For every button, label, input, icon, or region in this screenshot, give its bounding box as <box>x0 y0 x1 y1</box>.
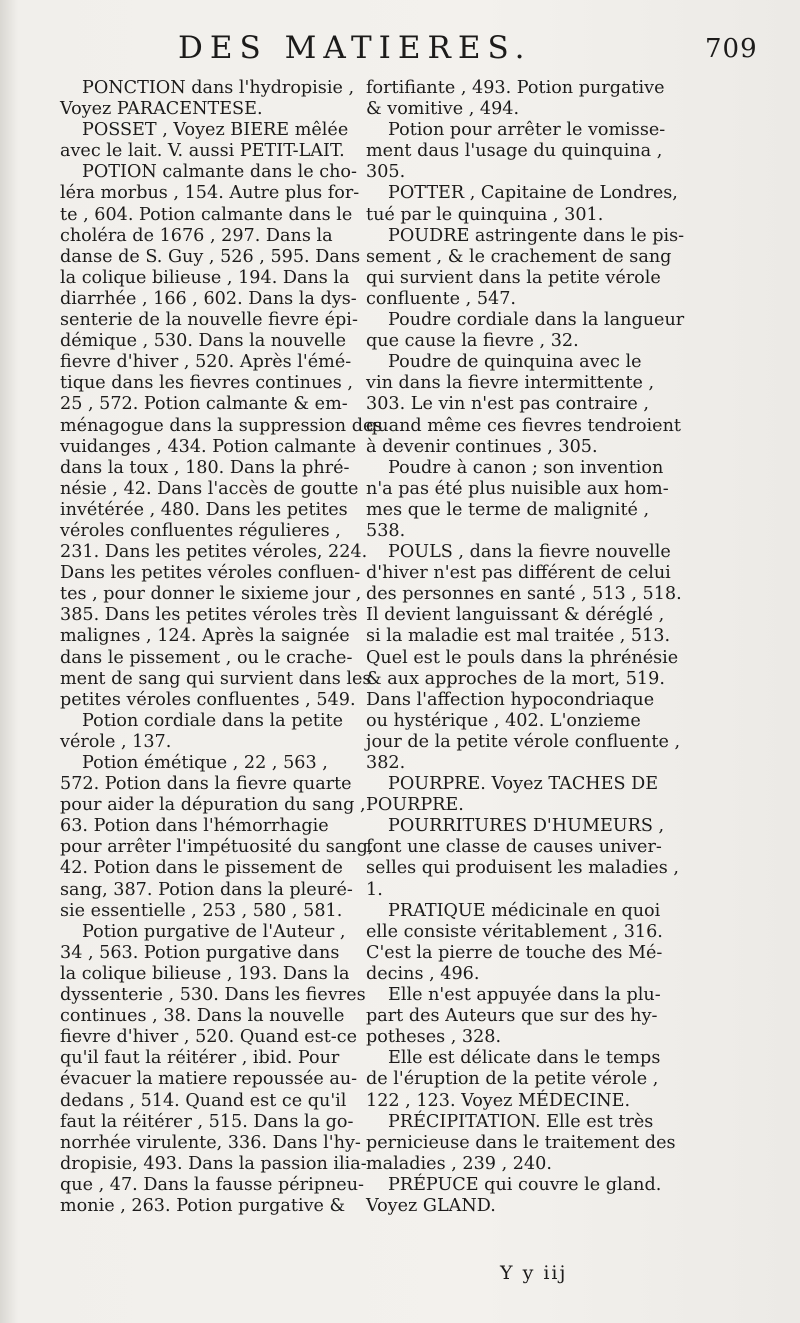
index-line: si la maladie est mal traitée , 513. <box>366 626 671 647</box>
index-line: PRÉCIPITATION. Elle est très <box>388 1111 654 1132</box>
index-line: Poudre à canon ; son invention <box>388 457 664 478</box>
index-line: des personnes en santé , 513 , 518. <box>366 584 682 605</box>
index-line: 63. Potion dans l'hémorrhagie <box>60 816 329 837</box>
index-line: 34 , 563. Potion purgative dans <box>60 942 340 963</box>
index-line: POURRITURES D'HUMEURS , <box>388 816 665 837</box>
index-line: Poudre de quinquina avec le <box>388 352 642 373</box>
index-line: Dans les petites véroles confluen- <box>60 563 361 584</box>
index-line: tué par le quinquina , 301. <box>366 204 604 225</box>
index-line: 305. <box>366 162 406 183</box>
index-line: fievre d'hiver , 520. Quand est-ce <box>60 1027 358 1048</box>
index-line: qu'il faut la réitérer , ibid. Pour <box>60 1048 340 1069</box>
left-index-column <box>60 78 383 1217</box>
index-line: POURPRE. <box>366 795 464 816</box>
index-line: choléra de 1676 , 297. Dans la <box>60 225 333 246</box>
index-line: POULS , dans la fievre nouvelle <box>388 542 671 563</box>
right-index-column <box>366 78 696 1217</box>
running-head: DES MATIERES. <box>178 30 532 66</box>
index-line: POUDRE astringente dans le pis- <box>388 225 685 246</box>
index-line: faut la réitérer , 515. Dans la go- <box>60 1111 354 1132</box>
index-line: Quel est le pouls dans la phrénésie <box>366 647 679 668</box>
index-line: 42. Potion dans le pissement de <box>60 858 343 879</box>
index-line: & vomitive , 494. <box>366 99 520 120</box>
index-line: qui survient dans la petite vérole <box>366 267 661 288</box>
index-line: decins , 496. <box>366 963 480 984</box>
index-line: ménagogue dans la suppression des <box>60 415 383 436</box>
index-line: Elle est délicate dans le temps <box>388 1048 661 1069</box>
index-line: te , 604. Potion calmante dans le <box>60 204 353 225</box>
index-line: Poudre cordiale dans la langueur <box>388 310 685 331</box>
index-line: Voyez PARACENTESE. <box>60 99 263 120</box>
index-line: invétérée , 480. Dans les petites <box>60 499 348 520</box>
index-line: POTTER , Capitaine de Londres, <box>388 183 678 204</box>
index-line: dedans , 514. Quand est ce qu'il <box>60 1090 347 1111</box>
index-line: norrhée virulente, 336. Dans l'hy- <box>60 1132 361 1153</box>
index-line: Elle n'est appuyée dans la plu- <box>388 985 661 1006</box>
index-line: sie essentielle , 253 , 580 , 581. <box>60 900 343 921</box>
index-line: de l'éruption de la petite vérole , <box>366 1069 659 1090</box>
index-line: 303. Le vin n'est pas contraire , <box>366 394 649 415</box>
index-line: la colique bilieuse , 194. Dans la <box>60 267 350 288</box>
index-line: PRÉPUCE qui couvre le gland. <box>388 1174 662 1195</box>
index-line: véroles confluentes régulieres , <box>60 520 341 541</box>
index-line: tique dans les fievres continues , <box>60 373 353 394</box>
index-line: POURPRE. Voyez TACHES DE <box>388 774 659 795</box>
index-line: confluente , 547. <box>366 288 517 309</box>
index-line: Potion cordiale dans la petite <box>82 710 344 731</box>
index-line: elle consiste véritablement , 316. <box>366 921 663 942</box>
signature-mark: Y y iij <box>500 1262 568 1284</box>
index-line: léra morbus , 154. Autre plus for- <box>60 183 360 204</box>
index-line: pour aider la dépuration du sang , <box>60 795 366 816</box>
index-line: n'a pas été plus nuisible aux hom- <box>366 478 669 499</box>
index-line: 385. Dans les petites véroles très <box>60 605 358 626</box>
index-line: nésie , 42. Dans l'accès de goutte <box>60 478 359 499</box>
index-line: POTION calmante dans le cho- <box>82 162 357 183</box>
index-line: selles qui produisent les maladies , <box>366 858 679 879</box>
index-line: PRATIQUE médicinale en quoi <box>388 900 661 921</box>
index-line: ou hystérique , 402. L'onzieme <box>366 710 641 731</box>
index-line: Dans l'affection hypocondriaque <box>366 689 655 710</box>
index-line: 122 , 123. Voyez MÉDECINE. <box>366 1090 631 1111</box>
index-line: sement , & le crachement de sang <box>366 246 672 267</box>
index-line: malignes , 124. Après la saignée <box>60 626 350 647</box>
index-line: d'hiver n'est pas différent de celui <box>366 563 671 584</box>
index-line: dans le pissement , ou le crache- <box>60 647 353 668</box>
index-line: 382. <box>366 753 406 773</box>
index-line: quand même ces fievres tendroient <box>366 415 681 436</box>
index-line: démique , 530. Dans la nouvelle <box>60 331 347 352</box>
index-line: PONCTION dans l'hydropisie , <box>82 78 355 98</box>
page-number: 709 <box>705 34 758 64</box>
index-line: avec le lait. V. aussi PETIT-LAIT. <box>60 141 345 162</box>
index-line: sang, 387. Potion dans la pleuré- <box>60 879 353 900</box>
index-line: vuidanges , 434. Potion calmante <box>60 436 357 457</box>
index-line: vérole , 137. <box>60 731 172 752</box>
index-line: Potion émétique , 22 , 563 , <box>82 753 328 773</box>
index-line: 25 , 572. Potion calmante & em- <box>60 394 348 415</box>
index-line: & aux approches de la mort, 519. <box>366 668 665 689</box>
index-line: 1. <box>366 879 383 900</box>
index-line: évacuer la matiere repoussée au- <box>60 1069 358 1090</box>
index-line: Potion pour arrêter le vomisse- <box>388 120 666 141</box>
index-line: la colique bilieuse , 193. Dans la <box>60 963 350 984</box>
index-line: potheses , 328. <box>366 1027 502 1048</box>
index-line: maladies , 239 , 240. <box>366 1153 552 1174</box>
index-line: jour de la petite vérole confluente , <box>366 731 681 752</box>
index-line: ment de sang qui survient dans les <box>60 668 372 689</box>
index-line: que , 47. Dans la fausse péripneu- <box>60 1174 364 1195</box>
index-line: monie , 263. Potion purgative & <box>60 1195 346 1216</box>
index-line: fortifiante , 493. Potion purgative <box>366 78 665 98</box>
index-line: dyssenterie , 530. Dans les fievres <box>60 985 366 1006</box>
index-line: pour arrêter l'impétuosité du sang, <box>60 837 374 858</box>
index-line: 572. Potion dans la fievre quarte <box>60 774 352 795</box>
index-line: Potion purgative de l'Auteur , <box>82 921 346 942</box>
index-line: 538. <box>366 520 406 541</box>
index-line: font une classe de causes univer- <box>366 837 662 858</box>
index-line: mes que le terme de malignité , <box>366 499 650 520</box>
index-line: petites véroles confluentes , 549. <box>60 689 356 710</box>
index-line: senterie de la nouvelle fievre épi- <box>60 310 358 331</box>
index-line: à devenir continues , 305. <box>366 436 598 457</box>
index-line: fievre d'hiver , 520. Après l'émé- <box>60 352 352 373</box>
index-line: continues , 38. Dans la nouvelle <box>60 1006 345 1027</box>
index-line: ment daus l'usage du quinquina , <box>366 141 663 162</box>
index-line: Voyez GLAND. <box>366 1195 496 1216</box>
index-line: POSSET , Voyez BIERE mêlée <box>82 120 349 141</box>
index-line: diarrhée , 166 , 602. Dans la dys- <box>60 288 357 309</box>
index-line: C'est la pierre de touche des Mé- <box>366 942 663 963</box>
index-line: pernicieuse dans le traitement des <box>366 1132 676 1153</box>
index-line: que cause la fievre , 32. <box>366 331 579 352</box>
index-line: 231. Dans les petites véroles, 224. <box>60 542 368 563</box>
index-line: tes , pour donner le sixieme jour , <box>60 584 362 605</box>
index-line: Il devient languissant & déréglé , <box>366 605 665 626</box>
index-line: part des Auteurs que sur des hy- <box>366 1006 658 1027</box>
index-line: dans la toux , 180. Dans la phré- <box>60 457 350 478</box>
index-line: vin dans la fievre intermittente , <box>366 373 655 394</box>
index-line: dropisie, 493. Dans la passion ilia- <box>60 1153 367 1174</box>
index-line: danse de S. Guy , 526 , 595. Dans <box>60 246 361 267</box>
